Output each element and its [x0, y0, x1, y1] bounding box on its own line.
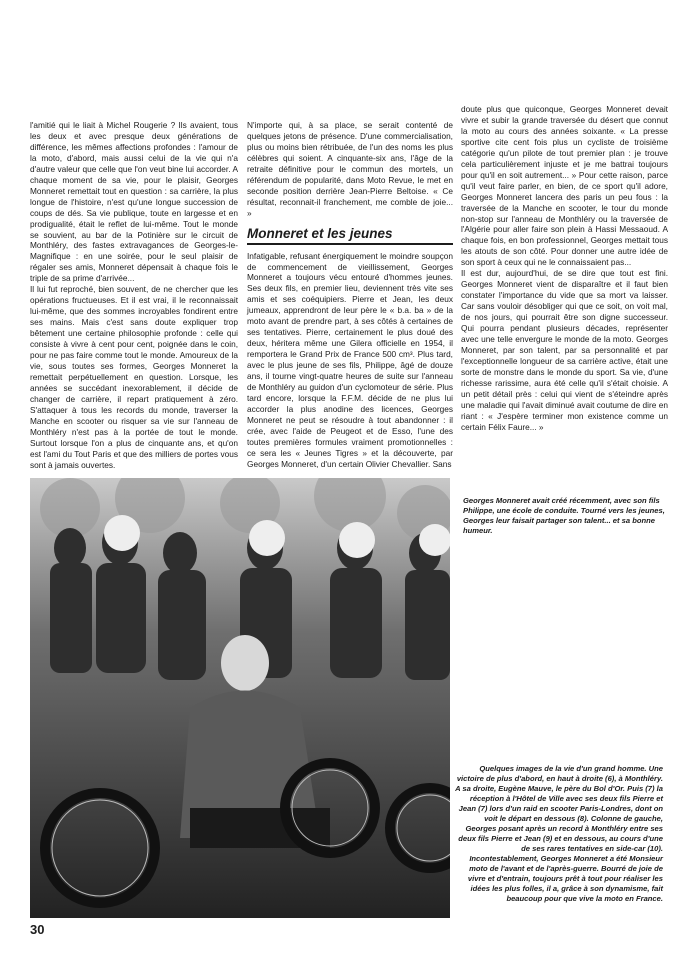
paragraph: Il est dur, aujourd'hui, de se dire que tout est fini. Georges Monneret vient de disparaître et il faut bien constater l'importance du vide que sa mort va laisser. Car sans vouloir désobliger qui que ce soit, on voit mal, de nos jours, qui pourrait être son digne successeur. Qui pourra pendant plusieurs décades, représenter avec une telle envergure le monde de la moto. Georges Monneret, par son talent, par sa personnalité et par l'exceptionnelle longueur de sa carrière active, était une sorte de monstre dans le monde du sport. Sa vie, d'une richesse rarissime, aura été celle qu'il s'était choisie. A un petit détail près : celui qui vient de s'éteindre après une maladie qui l'avait diminué avait coutume de dire en riant : « J'espère terminer mon existence comme un certain Félix Faure... » — [461, 268, 668, 432]
photo-caption-bottom: Quelques images de la vie d'un grand homme. Une victoire de plus d'abord, en haut à droite (6), à Monthléry. A sa droite, Eugène Mauve, le père du Bol d'Or. Puis (7) la réception à l'Hôtel de Ville avec ses deux fils Pierre et Jean (7) lors d'un raid en scooter Paris-Londres, dont on voit le départ en dessous (8). Colonne de gauche, Georges posant après un record à Monthléry entre ses deux fils Pierre et Jean (9) et en dessous, au cours d'une de ses rares tentatives en side-car (10). Incontestablement, Georges Monneret a été Monsieur moto de l'avant et de l'après-guerre. Bourré de joie de vivre et d'entrain, toujours prêt à tout pour réaliser les idées les plus folles, il a, grâce à son dynamisme, fait beaucoup pour que vive la moto en France. — [455, 764, 663, 903]
article-column-2 — [247, 120, 453, 470]
article-column-1 — [30, 120, 238, 471]
photo-caption-top: Georges Monneret avait créé récemment, avec son fils Philippe, une école de conduite. Tourné vers les jeunes, Georges leur faisait partager son talent... et sa bonne humeur. — [463, 496, 665, 535]
section-heading: Monneret et les jeunes — [247, 226, 453, 245]
article-column-3 — [461, 104, 668, 433]
paragraph: doute plus que quiconque, Georges Monneret devait vivre et subir la grande traversée du désert que connut la moto au cours des années soixante. « La presse sportive cite cent fois plus un cycliste de troisième catégorie qu'un pilote de tout premier plan : je trouve cela particulièrement injuste et je me battrai toujours pour qu'il en soit autrement... » Pour cette raison, parce qu'il veut faire parler, en bien, de ce sport qu'il adore, Georges Monneret lancera des paris un peu fous : la traversée de la Manche en scooter, le tour du monde non-stop sur l'anneau de Monthléry ou la traversée de l'Algérie pour aller faire son plein à Hassi Messaoud. A chaque fois, en bon professionnel, Georges mettait tous les atouts de son côté. Pour donner une autre idée de son sport à ceux qui ne le connaissaient pas... — [461, 104, 668, 268]
paragraph: Il lui fut reproché, bien souvent, de ne chercher que les opérations fructueuses. Et il est vrai, il le reconnaissait lui-même, que des sommes incroyables fondirent entre ses mains. Mais c'est sans doute expliquer trop bêtement une certaine philosophie profonde : celle qui consiste à vivre à cent pour cent, poignée dans le coin, pour ne pas faire comme tout le monde. Amoureux de la vie, sous toutes ses formes, Georges Monneret la remettait perpétuellement en question. Lorsque, les années se succédant inexorablement, il décide de changer de carrière, il repart pratiquement à zéro. S'attaquer à tous les records du monde, traverser la Manche en scooter ou risquer sa vie sur l'anneau de Monthléry n'est pas à la portée de tout le monde. Surtout lorsque l'on a plus de cinquante ans, et qu'on est l'ami du Tout Paris et que des milliers de portes vous sont à jamais ouvertes. — [30, 284, 238, 470]
paragraph: N'importe qui, à sa place, se serait contenté de quelques jetons de présence. D'une commercialisation, plus ou moins bien rétribuée, de l'un des noms les plus célèbres qui soient. A cinquante-six ans, l'âge de la retraite définitive pour le commun des mortels, un référendum de popularité, dans Moto Revue, le met en seconde position derrière Jean-Pierre Beltoise. « Ce résultat, reconnait-il franchement, me comble de joie... » — [247, 120, 453, 218]
paragraph: l'amitié qui le liait à Michel Rougerie ? Ils avaient, tous les deux et avec presque deux générations de différence, les mêmes affections profondes : l'amour de la moto, d'abord, mais aussi celui de la vie qui n'a d'autre valeur que celle que l'on veut bine lui accorder. A chaque moment de sa vie, pour le plaisir, Georges Monneret remettait tout en question : sa carrière, la plus longue de l'histoire, n'est qu'une longue succession de coups de dés. Sa vie publique, toute en largesse et en prodigualité, était le reflet de lui-même. Tout le monde se souvient, au bar de la Potinière sur le circuit de Monthléry, des fastes extravagances de Georges-le-Magnifique : en une soirée, pour le seul plaisir de régaler ses amis, Monneret dépensait à chaque fois le triple de sa prime d'arrivée... — [30, 120, 238, 284]
group-photo-motorcycles — [30, 478, 450, 918]
paragraph: Infatigable, refusant énergiquement le moindre soupçon de commencement de vieillissement, Georges Monneret a toujours vécu entouré d'hommes jeunes. Ses deux fils, en premier lieu, deviennent très vite ses amis et ses coéquipiers. Pierre et Jean, les deux jumeaux, apprendront de leur père le « b.a. ba » de la moto avant de prendre part, à ses côtés à certaines de ses tentatives. Pierre, certainement le plus doué des deux, héritera même une Gilera officielle en 1954, il remportera le Grand Prix de France 500 cm³. Plus tard, avec le plus jeune de ses fils, Philippe, âgé de douze ans, il tourne vingt-quatre heures de suite sur l'anneau de Monthléry au guidon d'un cyclomoteur de série. Plus tard encore, lorsque la F.F.M. décide de ne plus lui accorder la plus anodine des licences, Georges Monneret ne peut se résoudre à tout abandonner : il crée, avec l'aide de Peugeot et de Esso, l'une des toutes premières formules vraiment promotionnelles : ce sera les « Jeunes Tigres » et la découverte, par Georges Monneret, d'un certain Olivier Chevallier. Sans — [247, 250, 453, 469]
page-number: 30 — [30, 922, 45, 937]
